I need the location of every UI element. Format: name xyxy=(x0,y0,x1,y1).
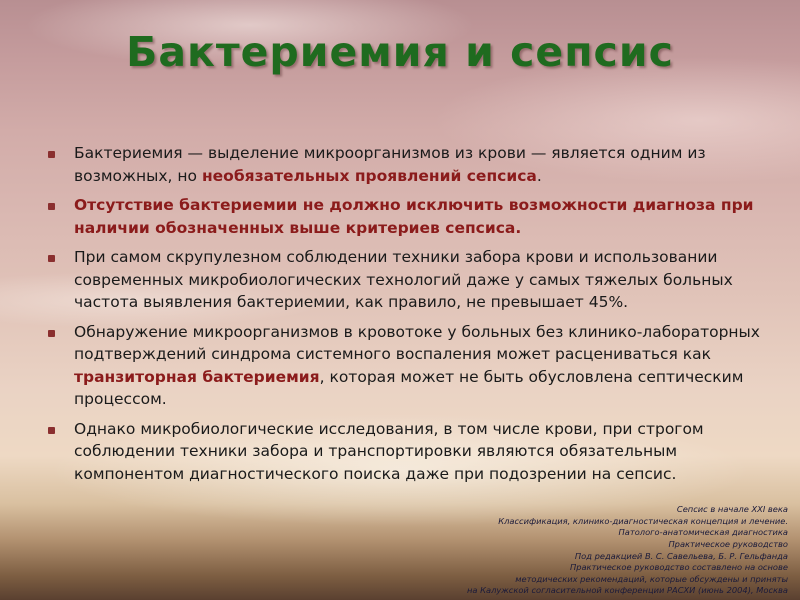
bullet-text: , которая может не быть обусловлена септическим процессом. xyxy=(74,367,744,408)
citation-block xyxy=(348,504,788,597)
citation-line: Классификация, клинико-диагностическая концепция и лечение. xyxy=(498,515,788,526)
bullet-text: Бактериемия — выделение микроорганизмов из крови — является одним из возможных, но xyxy=(74,144,706,185)
bullet-text: Однако микробиологические исследования, в том числе крови, при строгом соблюдении техники забора и транспортировки являются обязательным компонентом диагностического поиска даже при подозрении на сепсис. xyxy=(74,419,704,483)
bullet-item-bacteremia-definition xyxy=(48,142,760,187)
square-bullet-icon xyxy=(48,255,55,262)
square-bullet-icon xyxy=(48,203,55,210)
slide-title: Бактериемия и сепсис xyxy=(126,28,674,76)
citation-line: Практическое руководство составлено на основе xyxy=(569,562,788,573)
bullet-text: . xyxy=(536,166,542,185)
bullet-item-detection-rate xyxy=(48,246,760,314)
citation-line: методических рекомендаций, которые обсуждены и приняты xyxy=(515,573,788,584)
citation-line: Под редакцией В. С. Савельева, Б. Р. Гельфанда xyxy=(574,550,788,561)
bullet-item-transient-bacteremia xyxy=(48,321,760,411)
square-bullet-icon xyxy=(48,330,55,337)
bullet-item-microbiological-studies xyxy=(48,418,760,486)
citation-line: Сепсис в начале XXI века xyxy=(676,504,788,515)
citation-line: Патолого-анатомическая диагностика xyxy=(618,527,788,538)
citation-line: на Калужской согласительной конференции РАСХИ (июнь 2004), Москва xyxy=(466,585,788,596)
citation-line: Практическое руководство xyxy=(668,539,788,550)
square-bullet-icon xyxy=(48,151,55,158)
bullet-highlight: транзиторная бактериемия xyxy=(74,367,320,386)
bullet-highlight: необязательных проявлений сепсиса xyxy=(201,166,537,185)
bullet-text: При самом скрупулезном соблюдении техники забора крови и использовании современных микробиологических технологий даже у самых тяжелых больных частота выявления бактериемии, как правило, не превышает 45%. xyxy=(74,248,733,311)
bullet-text: Обнаружение микроорганизмов в кровотоке у больных без клинико-лабораторных подтверждений синдрома системного воспаления может расцениваться как xyxy=(74,322,760,363)
square-bullet-icon xyxy=(48,427,55,434)
bullet-list xyxy=(48,142,760,492)
bullet-highlight: Отсутствие бактериемии не должно исключить возможности диагноза при наличии обозначенных выше критериев сепсиса. xyxy=(74,196,754,237)
bullet-item-absence-of-bacteremia xyxy=(48,194,760,239)
